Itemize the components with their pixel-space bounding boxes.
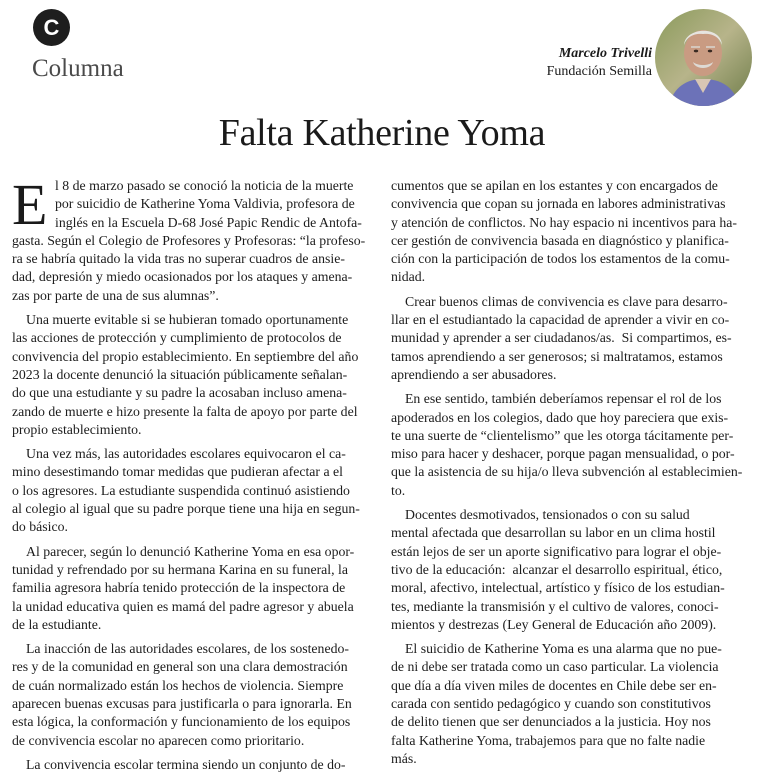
text-line: convivencia del propio establecimiento. En septiembre del año	[12, 348, 359, 364]
text-line: cer gestión de convivencia basada en diagnóstico y planifica-	[391, 232, 729, 248]
text-line: do que una estudiante y su padre la acosaban incluso amena-	[12, 385, 347, 401]
text-line: familia agresora habría tenido protección de la inspectora de	[12, 580, 346, 596]
text-line: están lejos de ser un aporte significativo para lograr el obje-	[391, 543, 722, 559]
text-line: La convivencia escolar termina siendo un conjunto de do-	[26, 756, 346, 772]
text-line: de ni debe ser tratada como un caso particular. La violencia	[391, 659, 719, 675]
text-line: moral, afectivo, intelectual, artístico y físico de los estudian-	[391, 580, 725, 596]
text-line: falta Katherine Yoma, trabajemos para que no falte nadie	[391, 732, 706, 748]
text-line: por suicidio de Katherine Yoma Valdivia, profesora de	[55, 196, 355, 212]
text-line: ra se habría quitado la vida tras no superar cuadros de ansie-	[12, 251, 345, 267]
text-line: que la asistencia de su hija/o lleva subvención al establecimien-	[391, 464, 743, 480]
text-line: al colegio al igual que su padre porque tiene una hija en segun-	[12, 501, 360, 517]
author-byline	[547, 45, 652, 81]
text-line: tivo de la educación: alcanzar el desarrollo espiritual, ético,	[391, 561, 723, 577]
text-line: llar en el estudiantado la capacidad de aprender a vivir en co-	[391, 312, 730, 328]
text-line: dad, depresión y miedo ocasionados por los ataques y amena-	[12, 269, 353, 285]
left-column	[12, 172, 377, 774]
text-line: to.	[391, 482, 406, 498]
text-line: aprendiendo a ser abusadores.	[391, 366, 557, 382]
text-line: munidad y aprender a ser ciudadanos/as. Si compartimos, es-	[391, 330, 732, 346]
text-line: zas por parte de una de sus alumnas”.	[12, 287, 219, 303]
column-badge: C	[33, 9, 70, 46]
author-name: Marcelo Trivelli	[558, 46, 652, 61]
text-line: miso para hacer y deshacer, porque pagan mensualidad, o por-	[391, 446, 735, 462]
right-column	[391, 177, 755, 768]
text-line: El suicidio de Katherine Yoma es una alarma que no pue-	[405, 641, 722, 657]
text-line: res y de la comunidad en general son una clara demostración	[12, 659, 348, 675]
text-line: aparecen buenas excusas para justificarla o para ignorarla. En	[12, 696, 352, 712]
text-line: tamos aprendiendo a ser generosos; si maltratamos, estamos	[391, 348, 723, 364]
text-line: inglés en la Escuela D-68 José Papic Rendic de Antofa-	[55, 214, 362, 230]
text-line: o los agresores. La estudiante suspendida continuó asistiendo	[12, 482, 350, 498]
text-line: mental afectada que desarrollan su labor en un clima hostil	[391, 525, 716, 541]
text-line: y atención de conflictos. No hay espacio ni incentivos para ha-	[391, 214, 737, 230]
text-line: de la estudiante.	[12, 616, 102, 632]
text-line: La inacción de las autoridades escolares, de los sostenedo-	[26, 641, 349, 657]
drop-cap: E	[12, 172, 48, 237]
text-line: ción con la participación de todos los estamentos de la comu-	[391, 251, 730, 267]
text-line: 2023 la docente denunció la situación públicamente señalan-	[12, 366, 348, 382]
text-line: convivencia que copan su jornada en labores administrativas	[391, 196, 726, 212]
text-line: Una vez más, las autoridades escolares equivocaron el ca-	[26, 446, 346, 462]
section-label: Columna	[32, 55, 124, 82]
text-line: las acciones de protección y cumplimiento de protocolos de	[12, 330, 342, 346]
text-line: do básico.	[12, 519, 68, 535]
author-photo	[655, 9, 752, 106]
text-line: l 8 de marzo pasado se conoció la noticia de la muerte	[55, 178, 354, 193]
author-organization: Fundación Semilla	[546, 64, 652, 79]
text-line: tunidad y refrendado por su hermana Karina en su funeral, la	[12, 561, 348, 577]
text-line: En ese sentido, también deberíamos repensar el rol de los	[405, 391, 722, 407]
text-line: la unidad educativa quien es mamá del padre agresor y abuela	[12, 598, 354, 614]
text-line: Docentes desmotivados, tensionados o con su salud	[405, 507, 690, 523]
text-line: de delito tienen que ser denunciados a la justicia. Hoy nos	[391, 714, 711, 730]
text-line: carada con sentido pedagógico y cuando son constitutivos	[391, 696, 711, 712]
text-line: mientos y destrezas (Ley General de Educación año 2009).	[391, 616, 717, 632]
text-line: esta lógica, la conformación y funcionamiento de los equipos	[12, 714, 351, 730]
text-line: zando de muerte e hizo presente la falta de apoyo por parte del	[12, 403, 358, 419]
text-line: que día a día viven miles de docentes en Chile debe ser en-	[391, 677, 717, 693]
text-line: Al parecer, según lo denunció Katherine Yoma en esa opor-	[26, 543, 355, 559]
text-line: Una muerte evitable si se hubieran tomado oportunamente	[26, 312, 349, 328]
text-line: te una suerte de “clientelismo” que les otorga tácitamente per-	[391, 427, 734, 443]
text-line: más.	[391, 750, 417, 766]
text-line: apoderados en los colegios, dado que hoy pareciera que exis-	[391, 409, 729, 425]
text-line: de convivencia escolar no aparecen como prioritario.	[12, 732, 305, 748]
author-portrait-icon	[655, 9, 752, 106]
text-line: gasta. Según el Colegio de Profesores y Profesoras: “la profeso-	[12, 232, 366, 248]
text-line: de cuán normalizado están los hechos de violencia. Siempre	[12, 677, 344, 693]
text-line: cumentos que se apilan en los estantes y con encargados de	[391, 178, 718, 193]
article-title: Falta Katherine Yoma	[218, 112, 546, 154]
text-line: mino desestimando tomar medidas que pudieran afectar a el	[12, 464, 344, 480]
text-line: propio establecimiento.	[12, 421, 142, 437]
text-line: nidad.	[391, 269, 426, 285]
text-line: tes, mediante la transmisión y el cultivo de valores, conoci-	[391, 598, 719, 614]
text-line: Crear buenos climas de convivencia es clave para desarro-	[405, 293, 728, 309]
